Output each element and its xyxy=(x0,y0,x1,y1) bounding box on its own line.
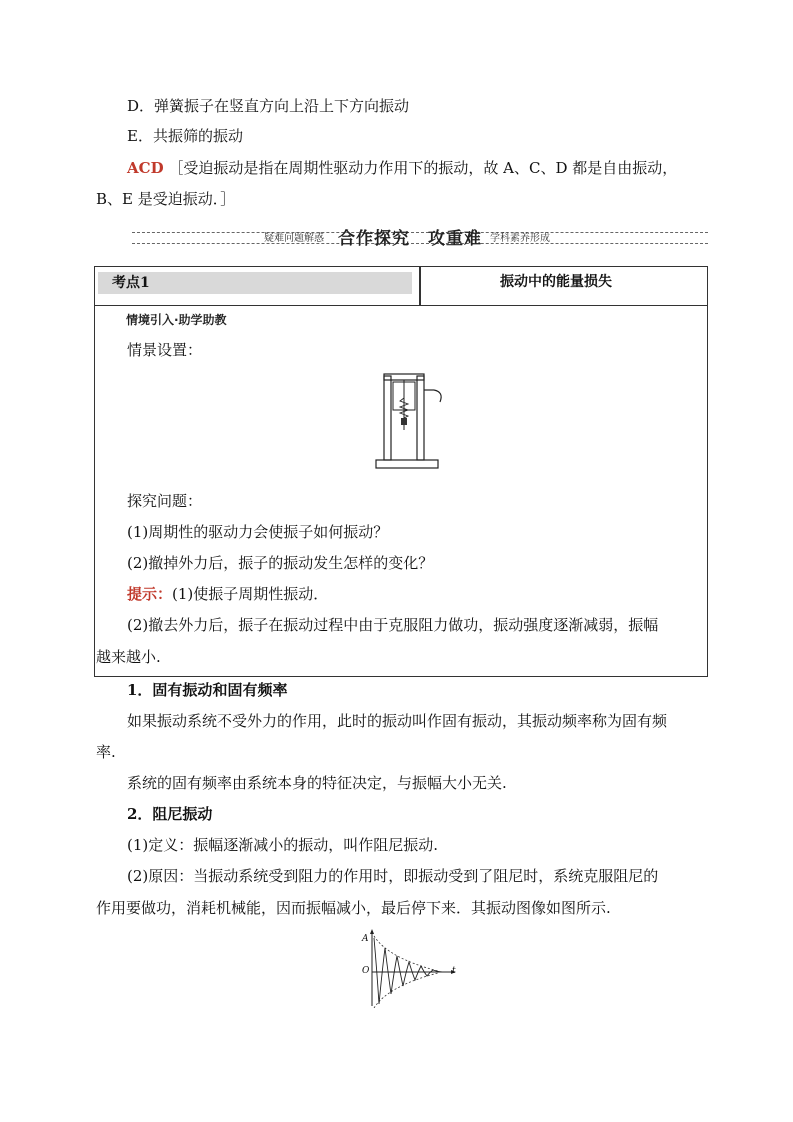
answer-label: ACD xyxy=(127,159,164,177)
section-1-heading: 1．固有振动和固有频率 xyxy=(127,681,288,699)
answer-line xyxy=(127,158,677,178)
panel-header-divider xyxy=(419,266,421,306)
answer-text: ［受迫振动是指在周期性驱动力作用下的振动，故 A、C、D 都是自由振动， xyxy=(168,159,678,177)
banner-right-text: 学科素养形成 xyxy=(490,233,550,244)
banner-left-text: 疑难问题解惑 xyxy=(264,233,324,244)
damped-oscillation-graph xyxy=(358,928,462,1008)
oscillator-mass xyxy=(401,418,407,425)
crank-handle xyxy=(434,390,441,402)
hint-2: (2)撤去外力后，振子在振动过程中由于克服阻力做功，振动强度逐渐减弱，振幅 xyxy=(127,616,659,634)
banner-title: 合作探究 xyxy=(338,229,410,249)
lower-envelope xyxy=(374,973,438,1008)
option-d: D．弹簧振子在竖直方向上沿上下方向振动 xyxy=(127,97,410,115)
hint-label: 提示： xyxy=(127,585,173,603)
hint-1: 提示：(1)使振子周期性振动． xyxy=(127,585,329,603)
section-2-heading: 2．阻尼振动 xyxy=(127,805,213,823)
answer-continuation: B、E 是受迫振动．］ xyxy=(96,190,236,208)
section-2-definition: (1)定义：振幅逐渐减小的振动，叫作阻尼振动. xyxy=(127,836,439,854)
topic-tag: 考点1 xyxy=(98,272,412,294)
apparatus-base xyxy=(376,460,438,468)
section-banner xyxy=(132,224,708,249)
graph-origin-label: O xyxy=(362,966,370,976)
explore-label: 探究问题： xyxy=(127,492,203,510)
section-2-cause-continuation: 作用要做功，消耗机械能，因而振幅减小，最后停下来．其振动图像如图所示. xyxy=(96,899,611,917)
panel-subhead: 情境引入·助学助教 xyxy=(126,313,227,327)
section-2-cause: (2)原因：当振动系统受到阻力的作用时，即振动受到了阻尼时，系统克服阻尼的 xyxy=(127,867,659,885)
apparatus-top-bar xyxy=(384,374,424,380)
apparatus-right-post xyxy=(417,376,424,460)
question-1: (1)周期性的驱动力会使振子如何振动？ xyxy=(127,523,389,541)
section-1-para-1-continuation: 率. xyxy=(96,743,116,761)
panel-title: 振动中的能量损失 xyxy=(500,274,612,290)
graph-x-label: t xyxy=(452,966,456,976)
scene-label: 情景设置： xyxy=(127,341,203,359)
hint-2-continuation: 越来越小. xyxy=(96,648,161,666)
section-1-para-1: 如果振动系统不受外力的作用，此时的振动叫作固有振动，其振动频率称为固有频 xyxy=(127,712,668,730)
section-1-para-2: 系统的固有频率由系统本身的特征决定，与振幅大小无关. xyxy=(127,774,507,792)
forced-oscillation-apparatus xyxy=(374,368,448,474)
apparatus-left-post xyxy=(384,376,391,460)
option-e: E．共振筛的振动 xyxy=(127,127,243,145)
upper-envelope xyxy=(374,936,438,971)
graph-y-label: A xyxy=(362,934,369,944)
banner-title-2: 攻重难 xyxy=(428,229,482,249)
question-2: (2)撤掉外力后，振子的振动发生怎样的变化？ xyxy=(127,554,434,572)
